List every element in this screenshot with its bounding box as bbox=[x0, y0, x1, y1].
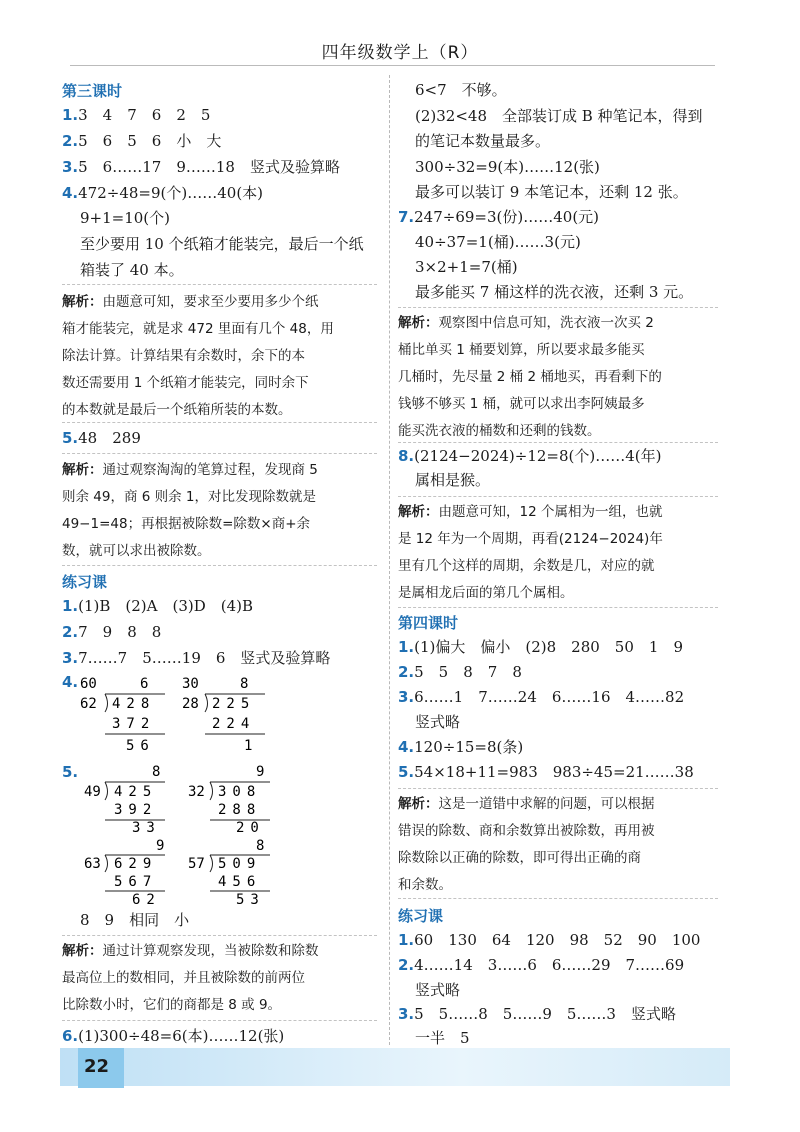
note-label: 解析： bbox=[62, 462, 103, 478]
answer-1 bbox=[62, 105, 210, 125]
dashed-separator bbox=[62, 284, 377, 285]
answer-text: 5 5 8 7 8 bbox=[414, 663, 522, 681]
q-number: 4. bbox=[62, 673, 79, 691]
answer-text: (1)偏大 偏小 (2)8 280 50 1 9 bbox=[414, 638, 683, 656]
lesson4-answer-3-line2: 竖式略 bbox=[415, 713, 461, 731]
divisor-label: 30 bbox=[182, 676, 199, 692]
note-line: 比除数小时，它们的商都是 8 或 9。 bbox=[62, 997, 282, 1013]
product: 224 bbox=[212, 716, 256, 732]
answer-text: 54×18+11=983 983÷45=21……38 bbox=[414, 763, 694, 781]
note-line: 除数除以正确的除数，即可得出正确的商 bbox=[398, 850, 641, 866]
answer-4-line4: 箱装了 40 本。 bbox=[80, 261, 184, 279]
note-line: 箱才能装完，就是求 472 里面有几个 48，用 bbox=[62, 321, 334, 337]
section-title-lesson4: 第四课时 bbox=[398, 614, 459, 632]
note-line: 数还需要用 1 个纸箱才能装完，同时余下 bbox=[62, 375, 309, 391]
dividend: 509 bbox=[218, 856, 262, 872]
q-number: 1. bbox=[398, 931, 415, 949]
answer-text: 5 6 5 6 小 大 bbox=[78, 132, 222, 150]
note-line: 是属相龙后面的第几个属相。 bbox=[398, 585, 574, 601]
note-line: 通过计算观察发现，当被除数和除数 bbox=[102, 943, 319, 959]
answer-text: 4……14 3……6 6……29 7……69 bbox=[414, 956, 685, 974]
practice-6 bbox=[62, 1026, 284, 1046]
lesson4-answer-4 bbox=[398, 737, 523, 757]
q-number: 2. bbox=[62, 132, 79, 150]
note-label: 解析： bbox=[398, 796, 439, 812]
answer-text: 7……7 5……19 6 竖式及验算略 bbox=[78, 649, 331, 667]
note-line: 由题意可知，12 个属相为一组，也就 bbox=[438, 504, 663, 520]
practice2-answer-3 bbox=[398, 1004, 676, 1024]
header-rule bbox=[70, 65, 715, 66]
q-number: 1. bbox=[398, 638, 415, 656]
answer-2 bbox=[62, 131, 221, 151]
dashed-separator bbox=[398, 788, 718, 789]
answer-text: 120÷15=8(条) bbox=[414, 738, 524, 756]
product: 567 bbox=[114, 874, 158, 890]
answer-3 bbox=[62, 157, 340, 177]
answer-7 bbox=[398, 207, 599, 227]
note-label: 解析： bbox=[62, 943, 103, 959]
answer-8-line2: 属相是猴。 bbox=[415, 471, 491, 489]
dividend: 428 bbox=[112, 696, 156, 712]
product: 288 bbox=[218, 802, 262, 818]
q-number: 1. bbox=[62, 597, 79, 615]
note-line: 和余数。 bbox=[398, 877, 452, 893]
dashed-separator bbox=[398, 442, 718, 443]
answer-8 bbox=[398, 446, 661, 466]
product: 392 bbox=[114, 802, 158, 818]
quotient: 8 bbox=[240, 676, 249, 692]
answer-4-line3: 至少要用 10 个纸箱才能装完，最后一个纸 bbox=[80, 235, 364, 253]
note-line: 钱够不够买 1 桶，就可以求出李阿姨最多 bbox=[398, 396, 645, 412]
quotient: 9 bbox=[256, 764, 265, 780]
product: 456 bbox=[218, 874, 262, 890]
dividend: 425 bbox=[114, 784, 158, 800]
practice-2 bbox=[62, 622, 161, 642]
answer-text: 7 9 8 8 bbox=[78, 623, 162, 641]
column-divider bbox=[389, 75, 390, 1045]
practice2-answer-1 bbox=[398, 930, 700, 950]
long-division-6 bbox=[188, 838, 270, 908]
note-line: 这是一道错中求解的问题，可以根据 bbox=[438, 796, 655, 812]
analysis-note-6 bbox=[398, 791, 718, 899]
note-line: 的本数就是最后一个纸箱所装的本数。 bbox=[62, 402, 292, 418]
section-title-practice-2: 练习课 bbox=[398, 907, 444, 925]
divisor: 63 bbox=[84, 856, 101, 872]
q-number: 6. bbox=[62, 1027, 79, 1045]
note-label: 解析： bbox=[398, 504, 439, 520]
practice-1 bbox=[62, 596, 253, 616]
note-line: 里有几个这样的周期，余数是几，对应的就 bbox=[398, 558, 655, 574]
long-division-2 bbox=[182, 676, 265, 754]
answer-text: 6……1 7……24 6……16 4……82 bbox=[414, 688, 685, 706]
divisor: 57 bbox=[188, 856, 205, 872]
answer-6-cont-1: 6<7 不够。 bbox=[415, 81, 507, 99]
q-number: 4. bbox=[398, 738, 415, 756]
analysis-note-2 bbox=[62, 457, 377, 565]
answer-6-cont-5: 最多可以装订 9 本笔记本，还剩 12 张。 bbox=[415, 183, 688, 201]
q-number: 2. bbox=[398, 956, 415, 974]
dividend: 308 bbox=[218, 784, 262, 800]
dashed-separator bbox=[62, 1020, 377, 1021]
divisor-label: 60 bbox=[80, 676, 97, 692]
footer-band bbox=[60, 1048, 730, 1086]
long-division-diagrams bbox=[60, 672, 380, 912]
answer-text: 5 6……17 9……18 竖式及验算略 bbox=[78, 158, 340, 176]
analysis-note-4 bbox=[398, 310, 718, 445]
q-number: 5. bbox=[62, 429, 79, 447]
divisor: 49 bbox=[84, 784, 101, 800]
answer-4-line2: 9+1=10(个) bbox=[80, 209, 171, 227]
answer-text: 472÷48=9(个)……40(本) bbox=[78, 184, 264, 202]
divisor: 32 bbox=[188, 784, 205, 800]
answer-text: 48 289 bbox=[78, 429, 141, 447]
note-label: 解析： bbox=[62, 294, 103, 310]
dashed-separator bbox=[62, 422, 377, 423]
practice2-answer-2-line2: 竖式略 bbox=[415, 981, 461, 999]
note-line: 除法计算。计算结果有余数时，余下的本 bbox=[62, 348, 305, 364]
long-division-1 bbox=[80, 676, 165, 754]
answer-4 bbox=[62, 183, 263, 203]
section-title-practice: 练习课 bbox=[62, 573, 108, 591]
q-number: 2. bbox=[398, 663, 415, 681]
note-line: 桶比单买 1 桶要划算，所以要求最多能买 bbox=[398, 342, 645, 358]
note-label: 解析： bbox=[398, 315, 439, 331]
answer-text: 3 4 7 6 2 5 bbox=[78, 106, 211, 124]
note-line: 由题意可知，要求至少要用多少个纸 bbox=[102, 294, 319, 310]
practice-5-number bbox=[62, 762, 78, 782]
divisor: 28 bbox=[182, 696, 199, 712]
note-line: 是 12 年为一个周期，再看(2124−2024)年 bbox=[398, 531, 663, 547]
practice2-answer-2 bbox=[398, 955, 684, 975]
answer-text: 5 5……8 5……9 5……3 竖式略 bbox=[414, 1005, 676, 1023]
dashed-separator bbox=[398, 607, 718, 608]
dividend: 629 bbox=[114, 856, 158, 872]
q-number: 3. bbox=[62, 158, 79, 176]
q-number: 5. bbox=[398, 763, 415, 781]
lesson4-answer-5 bbox=[398, 762, 694, 782]
lesson4-answer-1 bbox=[398, 637, 683, 657]
answer-6-cont-4: 300÷32=9(本)……12(张) bbox=[415, 158, 600, 176]
analysis-note-5 bbox=[398, 499, 718, 607]
answer-5 bbox=[62, 428, 141, 448]
q-number: 1. bbox=[62, 106, 79, 124]
lesson4-answer-2 bbox=[398, 662, 522, 682]
note-line: 则余 49，商 6 则余 1，对比发现除数就是 bbox=[62, 489, 317, 505]
long-division-4 bbox=[188, 764, 270, 836]
q-number: 5. bbox=[62, 763, 79, 781]
dashed-separator bbox=[398, 898, 718, 899]
dashed-separator bbox=[62, 565, 377, 566]
page-header: 四年级数学上（R） bbox=[321, 43, 479, 63]
dashed-separator bbox=[62, 935, 377, 936]
note-line: 通过观察淘淘的笔算过程，发现商 5 bbox=[102, 462, 318, 478]
note-line: 几桶时，先尽量 2 桶 2 桶地买，再看剩下的 bbox=[398, 369, 662, 385]
analysis-note-1 bbox=[62, 289, 377, 424]
page-number: 22 bbox=[84, 1056, 110, 1077]
q-number: 4. bbox=[62, 184, 79, 202]
quotient: 6 bbox=[140, 676, 149, 692]
answer-6-cont-3: 的笔记本数量最多。 bbox=[415, 132, 551, 150]
remainder: 1 bbox=[244, 738, 253, 754]
note-line: 49−1=48；再根据被除数=除数×商+余 bbox=[62, 516, 311, 532]
q-number: 2. bbox=[62, 623, 79, 641]
divisor: 62 bbox=[80, 696, 97, 712]
analysis-note-3 bbox=[62, 938, 377, 1019]
q-number: 3. bbox=[398, 1005, 415, 1023]
remainder: 62 bbox=[132, 892, 161, 908]
remainder: 33 bbox=[132, 820, 161, 836]
note-line: 数，就可以求出被除数。 bbox=[62, 543, 211, 559]
remainder: 56 bbox=[126, 738, 155, 754]
q-number: 3. bbox=[62, 649, 79, 667]
note-line: 最高位上的数相同，并且被除数的前两位 bbox=[62, 970, 305, 986]
answer-7-line4: 最多能买 7 桶这样的洗衣液，还剩 3 元。 bbox=[415, 283, 694, 301]
lesson4-answer-3 bbox=[398, 687, 684, 707]
remainder: 53 bbox=[236, 892, 265, 908]
dashed-separator bbox=[62, 453, 377, 454]
q-number: 7. bbox=[398, 208, 415, 226]
quotient: 9 bbox=[156, 838, 165, 854]
answer-7-line2: 40÷37=1(桶)……3(元) bbox=[415, 233, 581, 251]
answer-text: 60 130 64 120 98 52 90 100 bbox=[414, 931, 701, 949]
answer-text: (1)300÷48=6(本)……12(张) bbox=[78, 1027, 285, 1045]
answer-text: (2124−2024)÷12=8(个)……4(年) bbox=[414, 447, 662, 465]
product: 372 bbox=[112, 716, 156, 732]
section-title-lesson3: 第三课时 bbox=[62, 82, 123, 100]
answer-text: (1)B (2)A (3)D (4)B bbox=[78, 597, 254, 615]
note-line: 错误的除数、商和余数算出被除数，再用被 bbox=[398, 823, 655, 839]
practice-5-answer: 8 9 相同 小 bbox=[80, 911, 190, 929]
q-number: 3. bbox=[398, 688, 415, 706]
q-number: 8. bbox=[398, 447, 415, 465]
dashed-separator bbox=[398, 496, 718, 497]
answer-7-line3: 3×2+1=7(桶) bbox=[415, 258, 518, 276]
practice2-answer-3-line2: 一半 5 bbox=[415, 1029, 470, 1047]
practice-3 bbox=[62, 648, 330, 668]
note-line: 观察图中信息可知，洗衣液一次买 2 bbox=[438, 315, 654, 331]
long-division-3 bbox=[84, 764, 165, 836]
long-division-5 bbox=[84, 838, 165, 908]
answer-6-cont-2: (2)32<48 全部装订成 B 种笔记本，得到 bbox=[415, 107, 703, 125]
dividend: 225 bbox=[212, 696, 256, 712]
answer-text: 247÷69=3(份)……40(元) bbox=[414, 208, 600, 226]
dashed-separator bbox=[398, 307, 718, 308]
note-line: 能买洗衣液的桶数和还剩的钱数。 bbox=[398, 423, 601, 439]
remainder: 20 bbox=[236, 820, 265, 836]
quotient: 8 bbox=[256, 838, 265, 854]
quotient: 8 bbox=[152, 764, 161, 780]
